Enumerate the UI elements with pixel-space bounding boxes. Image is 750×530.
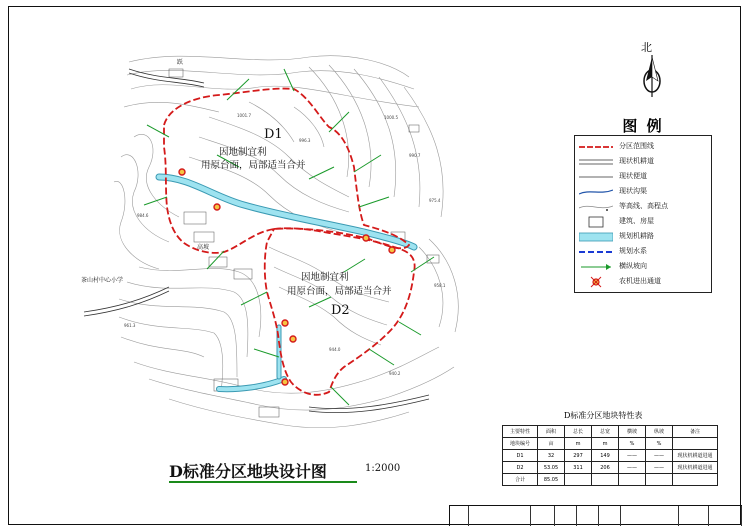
table-cell bbox=[673, 474, 718, 486]
strip-cell bbox=[708, 506, 742, 526]
legend-label: 规划水系 bbox=[619, 247, 647, 255]
svg-text:1001.7: 1001.7 bbox=[237, 113, 251, 118]
legend-item bbox=[575, 170, 713, 184]
place-label-yue: 跃 bbox=[177, 59, 184, 66]
legend-title: 图 例 bbox=[622, 117, 664, 135]
table-cell: 现状机耕道进通 bbox=[673, 450, 718, 462]
legend-item bbox=[575, 275, 713, 289]
table-cell: 149 bbox=[592, 450, 619, 462]
svg-text:961.3: 961.3 bbox=[124, 323, 136, 328]
existing-roads bbox=[84, 69, 429, 413]
strip-cell bbox=[678, 506, 709, 526]
table-cell: 总长 bbox=[565, 426, 592, 438]
table-cell: % bbox=[619, 438, 646, 450]
table-row bbox=[503, 474, 718, 486]
legend-item bbox=[575, 140, 713, 154]
table-cell bbox=[646, 474, 673, 486]
double-line-icon bbox=[579, 155, 613, 169]
table-cell: —— bbox=[646, 450, 673, 462]
title-underline bbox=[169, 481, 357, 483]
table-cell: m bbox=[592, 438, 619, 450]
table-cell bbox=[592, 474, 619, 486]
table-cell: 总宽 bbox=[592, 426, 619, 438]
red-cross-marker-icon bbox=[579, 275, 613, 289]
zone-note-d1-line2: 用原台面，局部适当合并 bbox=[201, 160, 306, 171]
legend-item bbox=[575, 185, 713, 199]
table-cell: 现状机耕道进通 bbox=[673, 462, 718, 474]
strip-cell bbox=[598, 506, 621, 526]
legend-label: 分区范围线 bbox=[619, 142, 654, 150]
table-cell: —— bbox=[619, 462, 646, 474]
svg-text:940.2: 940.2 bbox=[389, 371, 401, 376]
north-arrow bbox=[635, 39, 669, 99]
table-cell: 32 bbox=[538, 450, 565, 462]
building-box-icon bbox=[579, 215, 613, 229]
north-arrow-icon bbox=[635, 39, 669, 99]
strip-cell bbox=[468, 506, 531, 526]
legend-item bbox=[575, 215, 713, 229]
table-row bbox=[503, 462, 718, 474]
green-arrow-icon bbox=[579, 260, 613, 274]
svg-text:975.4: 975.4 bbox=[429, 198, 441, 203]
table-cell: 纵坡 bbox=[646, 426, 673, 438]
strip-cell bbox=[620, 506, 679, 526]
table-cell: D1 bbox=[503, 450, 538, 462]
table-cell: 横坡 bbox=[619, 426, 646, 438]
legend-item bbox=[575, 230, 713, 244]
table-cell: 297 bbox=[565, 450, 592, 462]
zone-note-d1-line1: 因地制宜利 bbox=[219, 147, 267, 158]
svg-text:944.0: 944.0 bbox=[329, 347, 341, 352]
cyan-band-icon bbox=[579, 230, 613, 244]
attribute-table-title: D标准分区地块特性表 bbox=[564, 411, 643, 420]
table-cell: 亩 bbox=[538, 438, 565, 450]
access-markers bbox=[179, 169, 395, 385]
legend-label: 横纵坡向 bbox=[619, 262, 647, 270]
legend-label: 建筑、房屋 bbox=[619, 217, 654, 225]
svg-text:958.1: 958.1 bbox=[434, 283, 446, 288]
table-row bbox=[503, 450, 718, 462]
legend-item bbox=[575, 260, 713, 274]
table-cell: 地块编号 bbox=[503, 438, 538, 450]
strip-cell bbox=[530, 506, 555, 526]
title-block-strip bbox=[449, 505, 742, 526]
contour-line-icon bbox=[579, 200, 613, 214]
zone-label-d1: D1 bbox=[264, 127, 283, 142]
table-cell: 合计 bbox=[503, 474, 538, 486]
zone-note-d2-line1: 因地制宜利 bbox=[301, 272, 349, 283]
legend-label: 农机进出通道 bbox=[619, 277, 661, 285]
legend-box bbox=[574, 135, 712, 293]
attribute-table bbox=[502, 425, 718, 486]
drawing-title: D标准分区地块设计图 bbox=[169, 462, 327, 481]
table-cell: —— bbox=[619, 450, 646, 462]
drawing-sheet bbox=[8, 6, 741, 525]
blue-hatched-line-icon bbox=[579, 185, 613, 199]
place-label-gaopo: 高坡 bbox=[197, 244, 210, 251]
table-cell: D2 bbox=[503, 462, 538, 474]
table-header-row bbox=[503, 426, 718, 438]
red-dash-line-icon bbox=[579, 140, 613, 154]
legend-label: 现状机耕道 bbox=[619, 157, 654, 165]
table-cell: 85.05 bbox=[538, 474, 565, 486]
svg-text:996.3: 996.3 bbox=[299, 138, 311, 143]
strip-cell bbox=[554, 506, 577, 526]
place-label-school: 茶山村中心小学 bbox=[81, 277, 124, 284]
table-cell: 面积 bbox=[538, 426, 565, 438]
strip-cell-logo bbox=[450, 506, 469, 526]
legend-item bbox=[575, 155, 713, 169]
table-cell: 53.05 bbox=[538, 462, 565, 474]
north-label: 北 bbox=[641, 41, 652, 54]
table-cell: 311 bbox=[565, 462, 592, 474]
blue-dash-line-icon bbox=[579, 245, 613, 259]
table-cell bbox=[565, 474, 592, 486]
legend-label: 现状沟渠 bbox=[619, 187, 647, 195]
table-cell bbox=[673, 438, 718, 450]
zone-label-d2: D2 bbox=[331, 303, 350, 318]
svg-text:1000.5: 1000.5 bbox=[384, 115, 398, 120]
svg-text:990.7: 990.7 bbox=[409, 153, 421, 158]
table-cell: 备注 bbox=[673, 426, 718, 438]
table-cell: —— bbox=[646, 462, 673, 474]
svg-text:984.6: 984.6 bbox=[137, 213, 149, 218]
table-cell: m bbox=[565, 438, 592, 450]
table-header-row bbox=[503, 438, 718, 450]
table-cell: % bbox=[646, 438, 673, 450]
legend-label: 规划机耕路 bbox=[619, 232, 654, 240]
legend-label: 现状便道 bbox=[619, 172, 647, 180]
table-cell bbox=[619, 474, 646, 486]
zone-note-d2-line2: 用原台面，局部适当合并 bbox=[287, 286, 392, 297]
drawing-scale: 1:2000 bbox=[365, 463, 401, 474]
legend-item bbox=[575, 200, 713, 214]
legend-item bbox=[575, 245, 713, 259]
table-cell: 主要特性 bbox=[503, 426, 538, 438]
legend bbox=[574, 115, 712, 293]
single-line-icon bbox=[579, 170, 613, 184]
table-cell: 206 bbox=[592, 462, 619, 474]
drawing-title-block bbox=[169, 459, 401, 482]
strip-cell bbox=[576, 506, 599, 526]
legend-label: 等高线、高程点 bbox=[619, 202, 668, 210]
